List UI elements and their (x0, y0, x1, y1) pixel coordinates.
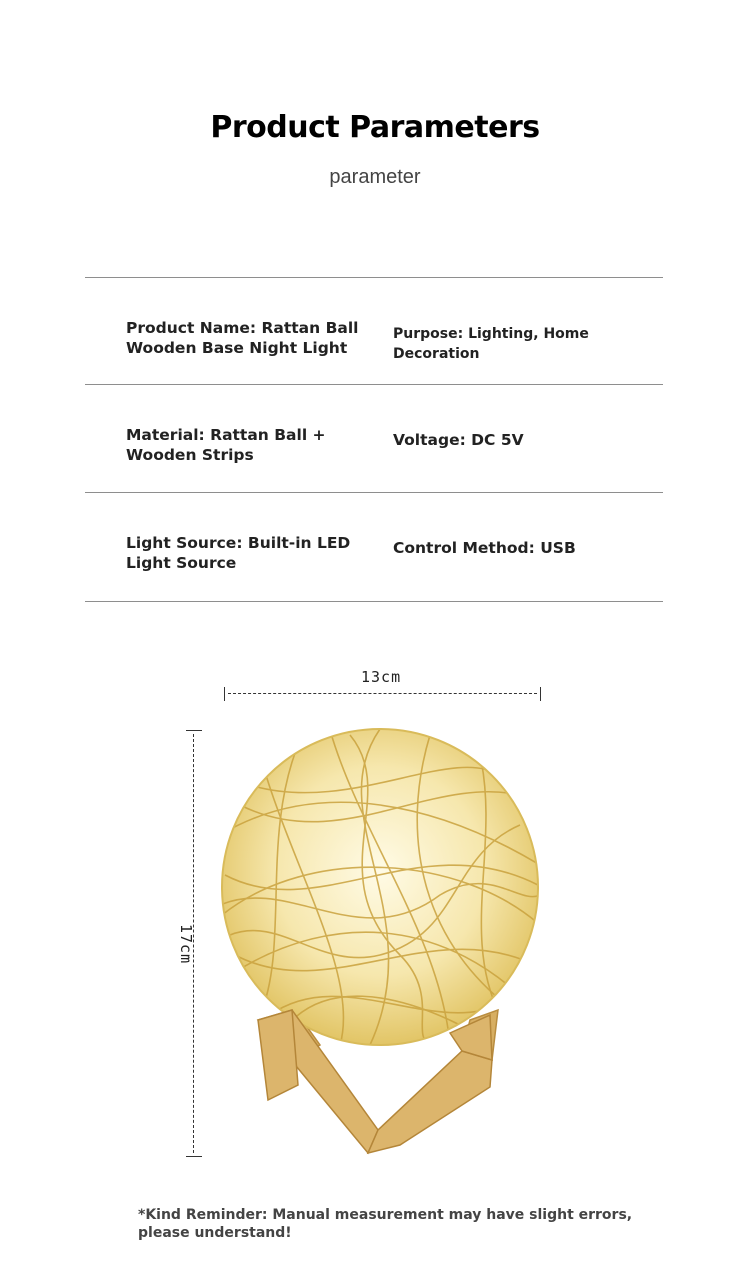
width-dimension-line (224, 687, 541, 701)
divider (85, 492, 663, 493)
divider (85, 384, 663, 385)
param-control-method: Control Method: USB (393, 539, 576, 557)
divider (85, 277, 663, 278)
param-material: Material: Rattan Ball + Wooden Strips (126, 426, 326, 464)
page-subtitle: parameter (329, 166, 421, 188)
height-dimension-label: 17cm (177, 924, 195, 965)
param-purpose: Purpose: Lighting, Home Decoration (393, 326, 589, 362)
rattan-ball-lamp-image (200, 715, 560, 1165)
page-title: Product Parameters (210, 110, 540, 145)
param-light-source: Light Source: Built-in LED Light Source (126, 534, 351, 572)
param-voltage: Voltage: DC 5V (393, 431, 524, 449)
param-product-name: Product Name: Rattan Ball Wooden Base Night Light (126, 319, 359, 357)
divider (85, 601, 663, 602)
kind-reminder-note: *Kind Reminder: Manual measurement may have slight errors, please understand! (138, 1207, 633, 1241)
width-dimension-label: 13cm (361, 668, 402, 686)
